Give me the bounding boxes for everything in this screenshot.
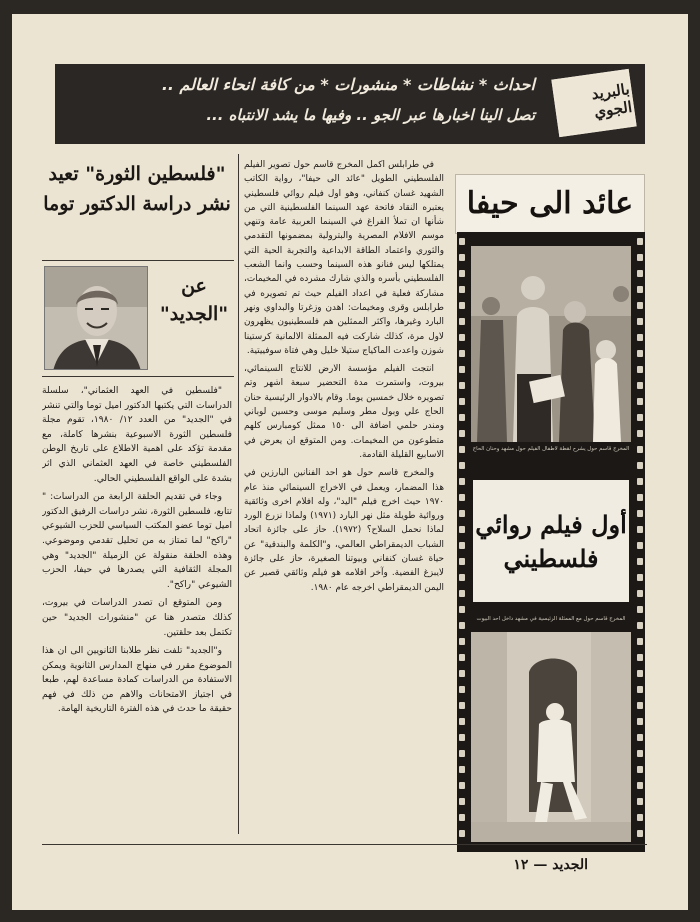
film-sprocket-hole [459, 606, 465, 613]
film-sprocket-hole [459, 382, 465, 389]
film-sprocket-hole [459, 782, 465, 789]
film-sprocket-hole [459, 254, 465, 261]
film-caption-1: المخرج قاسم حول يشرح لقطة لاطفال الفيلم حول مشهد وحنان الحاج [472, 446, 630, 452]
film-sprocket-hole [637, 302, 643, 309]
film-still-2 [471, 632, 631, 842]
left-article-headline: "فلسطين الثورة" تعيد نشر دراسة الدكتور توما [43, 163, 231, 215]
film-sprocket-hole [459, 446, 465, 453]
film-sprocket-hole [637, 766, 643, 773]
film-sprocket-hole [637, 398, 643, 405]
film-sprocket-hole [459, 414, 465, 421]
film-sprocket-hole [637, 382, 643, 389]
source-label: عن "الجديد" [159, 275, 229, 325]
film-sprocket-hole [459, 462, 465, 469]
magazine-page [12, 14, 688, 910]
film-sprocket-hole [459, 766, 465, 773]
film-still-2-image [471, 632, 631, 842]
film-sprocket-hole [459, 270, 465, 277]
film-sprocket-hole [637, 286, 643, 293]
film-sprocket-hole [459, 286, 465, 293]
film-sprocket-hole [637, 446, 643, 453]
air-mail-banner [55, 64, 645, 144]
film-sprocket-hole [459, 622, 465, 629]
film-sprocket-hole [459, 478, 465, 485]
film-sprocket-hole [637, 494, 643, 501]
first-film-title: أول فيلم روائي فلسطيني [475, 510, 627, 573]
film-sprockets-right [635, 232, 645, 852]
film-sprocket-hole [637, 350, 643, 357]
left-paragraph: وجاء في تقديم الحلقة الرابعة من الدراسات: " تتابع، فلسطين الثورة، نشر دراسات الرفيق الدكتور اميل توما عضو المكتب السياسي للحزب الشيوعي "راكح" لما تمتاز به من تحليل تقدمي وموضوعي. وهذه الحلقة منقولة عن الزميلة "الجديد" وهي المجلة الثقافية التي يصدرها في حيفا، الحزب الشيوعي "راكح". [42, 492, 232, 590]
film-sprocket-hole [459, 494, 465, 501]
film-sprocket-hole [637, 318, 643, 325]
film-sprocket-hole [637, 734, 643, 741]
film-sprocket-hole [459, 798, 465, 805]
film-sprocket-hole [637, 558, 643, 565]
banner-line-1: احداث * نشاطات * منشورات * من كافة انحاء العالم .. [161, 75, 535, 94]
film-sprocket-hole [637, 430, 643, 437]
film-sprocket-hole [459, 718, 465, 725]
film-sprocket-hole [637, 334, 643, 341]
film-sprockets-left [457, 232, 467, 852]
film-title: عائد الى حيفا [455, 174, 645, 234]
film-sprocket-hole [459, 750, 465, 757]
film-sprocket-hole [459, 702, 465, 709]
film-title-frame [471, 478, 631, 604]
film-sprocket-hole [637, 366, 643, 373]
film-caption-2: المخرج قاسم حول مع الممثلة الرئيسية في مشهد داخل احد البيوت [476, 616, 626, 622]
film-strip [457, 232, 645, 852]
left-paragraph: ومن المتوقع ان تصدر الدراسات في بيروت، كذلك متصدر هنا عن "منشورات الجديد" حين تكتمل بعد حلقتين. [42, 598, 232, 638]
film-sprocket-hole [459, 334, 465, 341]
film-sprocket-hole [459, 350, 465, 357]
film-sprocket-hole [637, 622, 643, 629]
page-footer: الجديد — ١٢ [513, 857, 588, 873]
middle-paragraph: في طرابلس اكمل المخرج قاسم حول تصوير الفيلم الفلسطيني الطويل "عائد الى حيفا"، رواية الكاتب الشهيد غسان كنفاني، وهو اول فيلم روائي فلسطيني يعتبره النقاد فاتحة عهد السينما الفلسطينية التي من شأنها ان تملأ الفراغ في السينما العربية عامة وتنهي موسم الافلام المصرية والبترولية بمضمونها التقدمي والثوري واعتماد الطاقة الابداعية والتجربة الحية التي يمتلكها ليس فنانو هذه السينما وحسب وانما الشعب الفلسطيني بأسره والذي شارك مشرده في المخيمات، مشاركة فعلية في اعداد الفيلم حيث تم تصويره في طرابلس وقرى ومخيمات: اهدن وزغرتا والبداوي ونهر البارد وغيرها، واكثر الممثلين هم فلسطينيون يظهرون لاول مرة، كذلك شاركت فيه الممثلة الالمانية كرستينا شوزن واعدت الماكياج ستيلا خليل وهي فتاة سوفييتية. [244, 160, 444, 356]
air-mail-logo: بالبريد الجوي [551, 69, 636, 137]
middle-article-body [244, 158, 444, 848]
bottom-rule [42, 844, 647, 845]
left-paragraph: و"الجديد" تلفت نظر طلابنا الثانويين الى ان هذا الموضوع مقرر في منهاج المدارس الثانوية ويمكن الاستفادة من الدراسات كمادة مساعدة لهم، طبعا في اجتياز الامتحانات والاهم من ذلك في فهم حقيقة ما حدث في هذه الفترة التاريخية الهامة. [42, 646, 232, 715]
banner-line-2: تصل الينا اخبارها عبر الجو .. وفيها ما يشد الانتباه ... [206, 106, 535, 124]
film-still-1-image [471, 246, 631, 442]
film-sprocket-hole [459, 542, 465, 549]
author-portrait [44, 266, 148, 370]
film-sprocket-hole [459, 590, 465, 597]
film-sprocket-hole [637, 542, 643, 549]
film-sprocket-hole [459, 574, 465, 581]
left-photo-rule [42, 376, 234, 377]
film-sprocket-hole [459, 430, 465, 437]
film-sprocket-hole [637, 718, 643, 725]
film-sprocket-hole [637, 590, 643, 597]
film-sprocket-hole [637, 830, 643, 837]
film-sprocket-hole [637, 238, 643, 245]
film-sprocket-hole [459, 734, 465, 741]
left-article-body [42, 384, 232, 834]
film-sprocket-hole [637, 254, 643, 261]
film-sprocket-hole [637, 478, 643, 485]
film-sprocket-hole [459, 510, 465, 517]
film-sprocket-hole [459, 398, 465, 405]
film-sprocket-hole [637, 526, 643, 533]
film-sprocket-hole [459, 814, 465, 821]
film-sprocket-hole [459, 558, 465, 565]
film-sprocket-hole [459, 366, 465, 373]
film-sprocket-hole [459, 526, 465, 533]
film-sprocket-hole [637, 638, 643, 645]
left-paragraph: "فلسطين في العهد العثماني"، سلسلة الدراسات التي يكتبها الدكتور اميل توما والتي تنشر في "الجديد" من العدد ١٢/ ١٩٨٠، تقوم مجلة فلسطين الثورة الاسبوعية بنشرها كاملة، مع مقدمة تؤكد على اهمية الاطلاع على تاريخ الوطن الفلسطيني خاصة في العهد العثماني الذي اثر بشدة على الواقع الفلسطيني الحالي. [42, 386, 232, 484]
film-sprocket-hole [637, 670, 643, 677]
film-sprocket-hole [637, 606, 643, 613]
column-divider [238, 154, 239, 834]
film-sprocket-hole [637, 574, 643, 581]
film-still-1 [471, 246, 631, 442]
film-sprocket-hole [459, 302, 465, 309]
film-sprocket-hole [637, 414, 643, 421]
film-sprocket-hole [459, 654, 465, 661]
film-sprocket-hole [637, 814, 643, 821]
film-sprocket-hole [459, 670, 465, 677]
film-sprocket-hole [637, 750, 643, 757]
film-sprocket-hole [459, 238, 465, 245]
film-sprocket-hole [637, 702, 643, 709]
film-sprocket-hole [637, 782, 643, 789]
film-sprocket-hole [637, 270, 643, 277]
left-headline-rule [42, 260, 234, 261]
film-sprocket-hole [459, 686, 465, 693]
film-sprocket-hole [637, 686, 643, 693]
film-sprocket-hole [459, 830, 465, 837]
film-sprocket-hole [637, 462, 643, 469]
middle-paragraph: انتجت الفيلم مؤسسة الارض للانتاج السينمائي، بيروت، واستمرت مدة التحضير سبعة اشهر وتم تصويره خلال خمسين يوما. وقام بالادوار الرئيسية حنان الحاج علي وبول مطر وسليم موسى وحسين لوباني ومندر حلمي اضافة الى ١٥٠ ممثل كومبارس كلهم متطوعون من المخيمات. ومن المتوقع ان يعرض في الاسابيع القليلة القادمة. [244, 364, 444, 460]
middle-paragraph: والمخرج قاسم حول هو احد الفنانين البارزين في هذا المضمار، ويعمل في الاخراج السينمائي منذ عام ١٩٧٠ حيث اخرج فيلم "اليد"، وله افلام اخرى وثائقية وروائية طويلة مثل نهر البارد (١٩٧١) ولماذا نزرع الورد لماذا نحمل السلاح؟ (١٩٧٢). حاز على جائزة اتحاد الشباب الديمقراطي العالمي، و"الكلمة والبندقية" عن حياة غسان كنفاني وبيوتنا الصغيرة، حاز على جائزة لايبزغ الفضية. وآخر افلامه هو فيلم وثائقي قصير عن اليمن الديمقراطي اخرجه عام ١٩٨٠. [244, 468, 444, 593]
film-sprocket-hole [637, 654, 643, 661]
film-sprocket-hole [459, 318, 465, 325]
film-sprocket-hole [637, 798, 643, 805]
film-sprocket-hole [637, 510, 643, 517]
film-sprocket-hole [459, 638, 465, 645]
portrait-image [45, 267, 148, 370]
